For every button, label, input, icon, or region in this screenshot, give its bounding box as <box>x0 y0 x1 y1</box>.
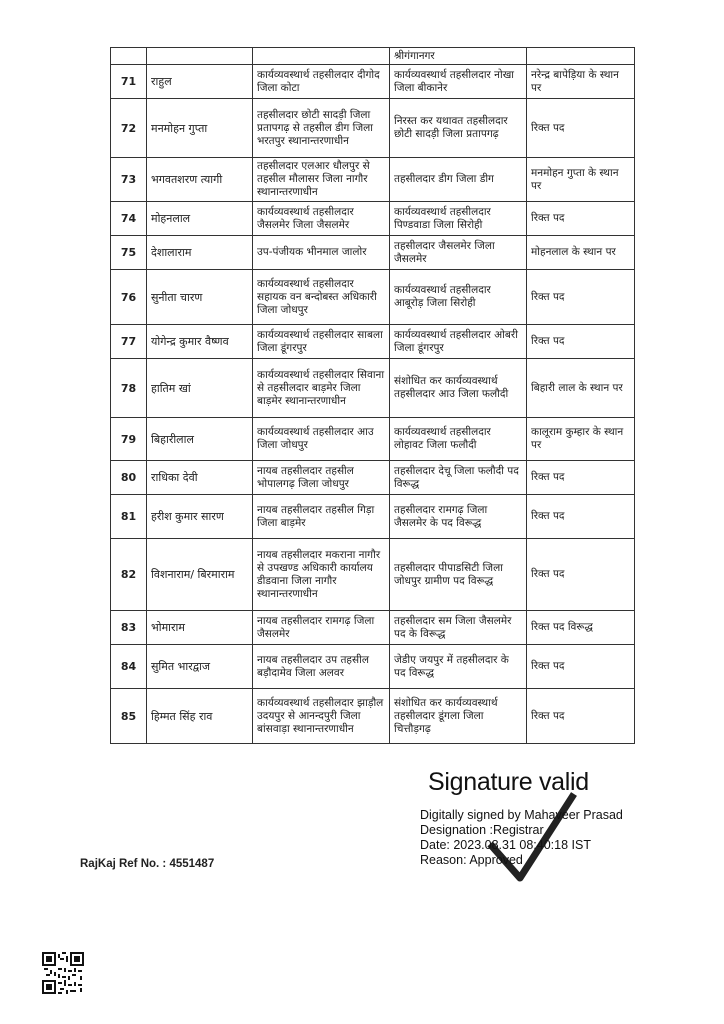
signature-signer: Digitally signed by Mahaveer Prasad <box>420 808 623 822</box>
digital-signature <box>420 768 700 888</box>
table-row <box>111 539 635 611</box>
new-posting-cell: तहसीलदार पीपाडसिटी जिला जोधपुर ग्रामीण पद विरूद्ध <box>390 539 527 611</box>
remark-cell: कालूराम कुम्हार के स्थान पर <box>527 418 635 461</box>
table-row <box>111 158 635 202</box>
table-row <box>111 645 635 689</box>
current-posting-cell: कार्यव्यवस्थार्थ तहसीलदार जैसलमेर जिला जैसलमेर <box>253 202 390 236</box>
signature-designation: Designation :Registrar <box>420 823 544 837</box>
employee-name-cell: सुमित भारद्वाज <box>147 645 253 689</box>
new-posting-cell: तहसीलदार देचू जिला फलौदी पद विरूद्ध <box>390 461 527 495</box>
current-posting-cell: नायब तहसीलदार तहसील गिड़ा जिला बाड़मेर <box>253 495 390 539</box>
table-row <box>111 611 635 645</box>
serial-number-cell: 76 <box>111 270 147 325</box>
employee-name-cell: मनमोहन गुप्ता <box>147 99 253 158</box>
current-posting-cell: उप-पंजीयक भीनमाल जालोर <box>253 236 390 270</box>
current-posting-cell: नायब तहसीलदार उप तहसील बड़ौदामेव जिला अलवर <box>253 645 390 689</box>
new-posting-cell: तहसीलदार सम जिला जैसलमेर पद के विरूद्ध <box>390 611 527 645</box>
table-row <box>111 325 635 359</box>
remark-cell: मनमोहन गुप्ता के स्थान पर <box>527 158 635 202</box>
serial-number-cell: 82 <box>111 539 147 611</box>
transfer-order-table <box>110 47 635 744</box>
remark-cell: नरेन्द्र बापेड़िया के स्थान पर <box>527 65 635 99</box>
employee-name-cell: सुनीता चारण <box>147 270 253 325</box>
remark-cell: रिक्त पद <box>527 539 635 611</box>
serial-number-cell: 75 <box>111 236 147 270</box>
remark-cell: बिहारी लाल के स्थान पर <box>527 359 635 418</box>
remark-cell: रिक्त पद <box>527 461 635 495</box>
current-posting-cell: नायब तहसीलदार मकराना नागौर से उपखण्ड अधिकारी कार्यालय डीडवाना जिला नागौर स्थानान्तरणाधीन <box>253 539 390 611</box>
new-posting-cell: कार्यव्यवस्थार्थ तहसीलदार नोखा जिला बीकानेर <box>390 65 527 99</box>
table-row <box>111 495 635 539</box>
current-posting-cell: नायब तहसीलदार रामगढ़ जिला जैसलमेर <box>253 611 390 645</box>
table-row <box>111 65 635 99</box>
table-row <box>111 202 635 236</box>
current-posting-cell: कार्यव्यवस्थार्थ तहसीलदार दीगोद जिला कोटा <box>253 65 390 99</box>
new-posting-cell: जेडीए जयपुर में तहसीलदार के पद विरूद्ध <box>390 645 527 689</box>
serial-number-cell: 74 <box>111 202 147 236</box>
current-posting-cell: कार्यव्यवस्थार्थ तहसीलदार सिवाना से तहसीलदार बाड़मेर जिला बाड़मेर स्थानान्तरणाधीन <box>253 359 390 418</box>
employee-name-cell: देशालाराम <box>147 236 253 270</box>
remark-cell: रिक्त पद <box>527 270 635 325</box>
employee-name-cell: भगवतशरण त्यागी <box>147 158 253 202</box>
reference-number: RajKaj Ref No. : 4551487 <box>80 858 215 870</box>
employee-name-cell: विशनाराम/ बिरमाराम <box>147 539 253 611</box>
serial-number-cell: 85 <box>111 689 147 744</box>
signature-title: Signature valid <box>428 768 589 796</box>
employee-name-cell: राधिका देवी <box>147 461 253 495</box>
new-posting-cell: कार्यव्यवस्थार्थ तहसीलदार आबूरोड़ जिला सिरोही <box>390 270 527 325</box>
new-posting-cell: तहसीलदार डीग जिला डीग <box>390 158 527 202</box>
remark-cell: मोहनलाल के स्थान पर <box>527 236 635 270</box>
table-body <box>111 48 635 744</box>
fragment-cell: श्रीगंगानगर <box>390 48 527 65</box>
remark-cell: रिक्त पद <box>527 645 635 689</box>
new-posting-cell: कार्यव्यवस्थार्थ तहसीलदार पिण्डवाडा जिला सिरोही <box>390 202 527 236</box>
signature-reason: Reason: Approved <box>420 853 523 867</box>
new-posting-cell: संशोधित कर कार्यव्यवस्थार्थ तहसीलदार डूंगला जिला चित्तौड़गढ़ <box>390 689 527 744</box>
current-posting-cell: कार्यव्यवस्थार्थ तहसीलदार झाड़ौल उदयपुर से आनन्दपुरी जिला बांसवाड़ा स्थानान्तरणाधीन <box>253 689 390 744</box>
table-row <box>111 236 635 270</box>
employee-name-cell: हिम्मत सिंह राव <box>147 689 253 744</box>
remark-cell: रिक्त पद <box>527 689 635 744</box>
table-row <box>111 270 635 325</box>
remark-cell: रिक्त पद <box>527 325 635 359</box>
serial-number-cell: 78 <box>111 359 147 418</box>
remark-cell: रिक्त पद <box>527 99 635 158</box>
table-row <box>111 461 635 495</box>
serial-number-cell: 73 <box>111 158 147 202</box>
signature-date: Date: 2023.08.31 08:40:18 IST <box>420 838 591 852</box>
new-posting-cell: निरस्त कर यथावत तहसीलदार छोटी सादड़ी जिला प्रतापगढ़ <box>390 99 527 158</box>
current-posting-cell: कार्यव्यवस्थार्थ तहसीलदार सहायक वन बन्दोबस्त अधिकारी जिला जोधपुर <box>253 270 390 325</box>
employee-name-cell: राहुल <box>147 65 253 99</box>
employee-name-cell: हरीश कुमार सारण <box>147 495 253 539</box>
current-posting-cell: तहसीलदार छोटी सादड़ी जिला प्रतापगढ़ से तहसील डीग जिला भरतपुर स्थानान्तरणाधीन <box>253 99 390 158</box>
qr-code-icon <box>42 952 84 994</box>
serial-number-cell: 77 <box>111 325 147 359</box>
serial-number-cell: 79 <box>111 418 147 461</box>
table-row <box>111 689 635 744</box>
new-posting-cell: तहसीलदार जैसलमेर जिला जैसलमेर <box>390 236 527 270</box>
table-row <box>111 359 635 418</box>
employee-name-cell: योगेन्द्र कुमार वैष्णव <box>147 325 253 359</box>
serial-number-cell: 71 <box>111 65 147 99</box>
remark-cell: रिक्त पद <box>527 495 635 539</box>
current-posting-cell: तहसीलदार एलआर धौलपुर से तहसील मौलासर जिला नागौर स्थानान्तरणाधीन <box>253 158 390 202</box>
current-posting-cell: कार्यव्यवस्थार्थ तहसीलदार आउ जिला जोधपुर <box>253 418 390 461</box>
serial-number-cell: 84 <box>111 645 147 689</box>
new-posting-cell: कार्यव्यवस्थार्थ तहसीलदार लोहावट जिला फलौदी <box>390 418 527 461</box>
remark-cell: रिक्त पद <box>527 202 635 236</box>
new-posting-cell: संशोधित कर कार्यव्यवस्थार्थ तहसीलदार आउ जिला फलौदी <box>390 359 527 418</box>
employee-name-cell: भोमाराम <box>147 611 253 645</box>
new-posting-cell: तहसीलदार रामगढ़ जिला जैसलमेर के पद विरूद्ध <box>390 495 527 539</box>
table-row <box>111 99 635 158</box>
table-row <box>111 418 635 461</box>
current-posting-cell: कार्यव्यवस्थार्थ तहसीलदार साबला जिला डूंगरपुर <box>253 325 390 359</box>
serial-number-cell: 80 <box>111 461 147 495</box>
serial-number-cell: 72 <box>111 99 147 158</box>
remark-cell: रिक्त पद विरूद्ध <box>527 611 635 645</box>
current-posting-cell: नायब तहसीलदार तहसील भोपालगढ़ जिला जोधपुर <box>253 461 390 495</box>
serial-number-cell: 83 <box>111 611 147 645</box>
employee-name-cell: मोहनलाल <box>147 202 253 236</box>
employee-name-cell: बिहारीलाल <box>147 418 253 461</box>
serial-number-cell: 81 <box>111 495 147 539</box>
employee-name-cell: हातिम खां <box>147 359 253 418</box>
table-row-fragment <box>111 48 635 65</box>
new-posting-cell: कार्यव्यवस्थार्थ तहसीलदार ओबरी जिला डूंगरपुर <box>390 325 527 359</box>
